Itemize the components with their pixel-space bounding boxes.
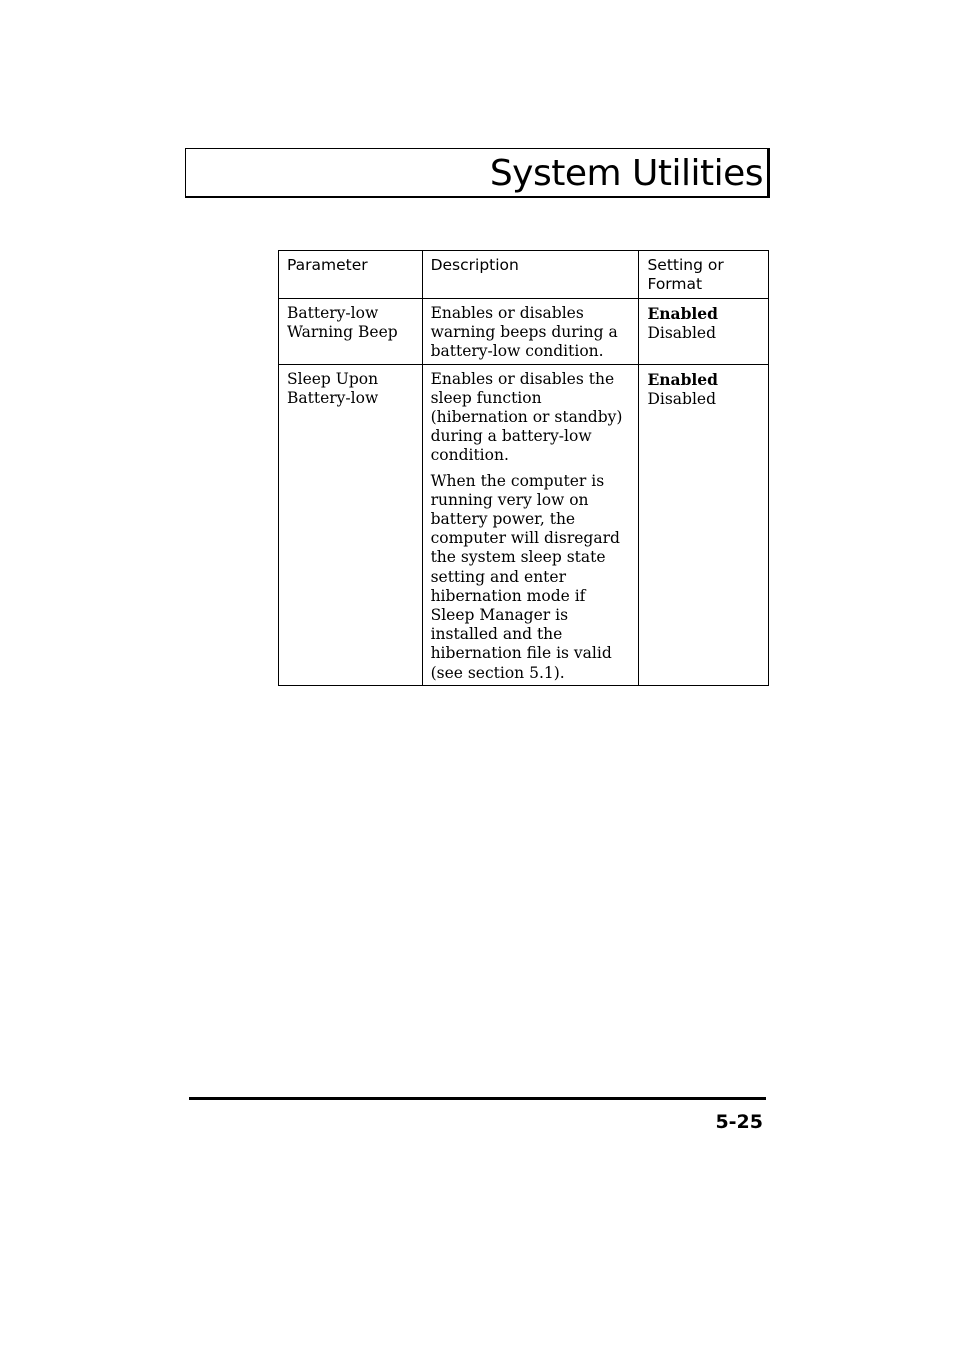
parameter-name-line2: Warning Beep xyxy=(287,323,398,342)
setting-default: Enabled xyxy=(647,304,719,323)
page-number: 5-25 xyxy=(715,1111,763,1133)
header-description-label: Description xyxy=(430,256,519,274)
table-row xyxy=(279,299,769,365)
cell-description xyxy=(422,364,639,685)
setting-option: Disabled xyxy=(647,389,717,408)
header-setting xyxy=(639,251,769,299)
cell-description xyxy=(422,299,639,365)
parameter-name-line1: Battery-low xyxy=(287,304,379,322)
parameter-name-line1: Sleep Upon xyxy=(287,369,379,388)
header-parameter xyxy=(279,251,423,299)
footer-divider xyxy=(189,1097,766,1100)
header-setting-line1: Setting or xyxy=(647,256,724,274)
header-setting-line2: Format xyxy=(647,275,703,293)
cell-setting xyxy=(639,364,769,685)
setting-option: Disabled xyxy=(647,324,717,343)
parameter-name-line2: Battery-low xyxy=(287,388,379,407)
parameter-table xyxy=(278,250,769,686)
cell-parameter xyxy=(279,364,423,685)
header-parameter-label: Parameter xyxy=(287,256,368,274)
chapter-title: System Utilities xyxy=(489,153,763,194)
setting-default: Enabled xyxy=(647,369,719,389)
table-row xyxy=(279,364,769,685)
description-text: When the computer is running very low on battery power, the computer will disregard the system sleep state setting and enter hibernation mode if Sleep Manager is installed and the hibernation file is valid (see section 5.1). xyxy=(430,471,620,682)
table-header-row xyxy=(279,251,769,299)
header-description xyxy=(422,251,639,299)
chapter-header xyxy=(185,148,770,198)
cell-parameter xyxy=(279,299,423,365)
description-text: Enables or disables warning beeps during a battery-low condition. xyxy=(430,304,618,361)
description-text: Enables or disables the sleep function (hibernation or standby) during a battery-low condition. xyxy=(430,369,623,465)
cell-setting xyxy=(639,299,769,365)
